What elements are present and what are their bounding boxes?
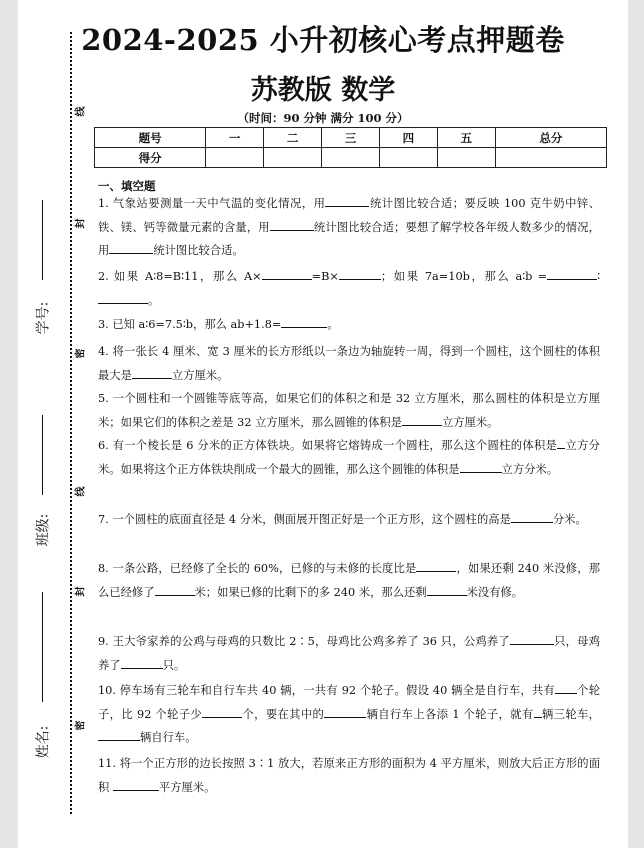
question-text: 8. 一条公路，已经修了全长的 60%，已修的与未修的长度比是 (98, 562, 417, 575)
answer-blank[interactable] (416, 559, 456, 572)
question-text: 。 (327, 318, 339, 331)
question-2 (98, 265, 600, 312)
score-header-cell: 总分 (495, 128, 606, 148)
question-11 (98, 752, 600, 799)
question-text: 6. 有一个棱长是 6 分米的正方体铁块。如果将它熔铸成一个圆柱，那么这个圆柱的体积是 (98, 439, 558, 452)
question-3 (98, 313, 600, 337)
question-9 (98, 630, 600, 677)
question-text: =B× (311, 270, 339, 283)
question-text: ∶ (597, 270, 601, 283)
student-id-line (42, 200, 43, 280)
question-text: ；如果 7a=10b，那么 a∶b = (380, 270, 548, 283)
question-text: 3. 已知 a∶6=7.5∶b，那么 ab+1.8= (98, 318, 282, 331)
answer-blank[interactable] (427, 583, 467, 596)
question-1 (98, 192, 600, 263)
question-text: 米；如果已修的比剩下的多 240 米，那么还剩 (194, 585, 427, 599)
question-text: 5. 一个圆柱和一个圆锥等底等高，如果它们的体积之和是 32 立方厘米，那么圆柱的体积是立方厘米；如果它们的体积之差是 32 立方厘米，那么圆锥的体积是 (98, 392, 600, 429)
score-header-row (95, 128, 607, 148)
question-text: 平方厘米。 (158, 780, 216, 794)
score-cell[interactable] (322, 148, 380, 168)
question-text: 分米。 (552, 513, 587, 526)
score-cell[interactable] (437, 148, 495, 168)
answer-blank[interactable] (202, 705, 242, 718)
question-7 (98, 508, 600, 532)
class-line (42, 415, 43, 495)
question-text: 统计图比较合适；要反映 100 克牛奶中锌、铁、镁、钙等微量元素的含量，用 (98, 197, 601, 234)
answer-blank[interactable] (534, 705, 542, 718)
answer-blank[interactable] (557, 436, 565, 449)
question-text: ，如果还剩 240 米没修，那么已经修了 (98, 562, 600, 599)
answer-blank[interactable] (109, 241, 153, 254)
score-header-cell: 二 (264, 128, 322, 148)
answer-blank[interactable] (98, 728, 140, 741)
question-text: 辆三轮车， (541, 707, 600, 721)
name-line (42, 592, 43, 702)
class-label: 班级: (35, 513, 52, 547)
time-info: （时间：90 分钟 满分 100 分） (237, 111, 409, 125)
exam-page (18, 0, 628, 848)
question-5 (98, 387, 600, 434)
exam-subtitle: 苏教版 数学 (250, 75, 396, 106)
question-text: 统计图比较合适。 (153, 244, 244, 257)
question-10 (98, 679, 600, 750)
answer-blank[interactable] (324, 705, 366, 718)
answer-blank[interactable] (113, 778, 159, 791)
question-text: 11. 将一个正方形的边长按照 3∶1 放大，若原来正方形的面积为 4 平方厘米，则放大后正方形的面积 (98, 757, 600, 794)
answer-blank[interactable] (460, 460, 502, 473)
score-header-cell: 四 (379, 128, 437, 148)
score-header-cell: 题号 (95, 128, 206, 148)
question-text: 10. 停车场有三轮车和自行车共 40 辆，一共有 92 个轮子。假设 40 辆全是自行车，共有 (98, 684, 555, 697)
answer-blank[interactable] (132, 366, 172, 379)
section-title: 一、填空题 (98, 179, 156, 193)
score-cell[interactable] (379, 148, 437, 168)
student-id-label: 学号: (35, 301, 52, 335)
binding-mark-1: 线 (75, 106, 87, 117)
question-text: 立方分米。 (501, 462, 559, 476)
answer-blank[interactable] (339, 267, 381, 280)
score-header-cell: 五 (437, 128, 495, 148)
score-cell[interactable] (495, 148, 606, 168)
binding-mark-3: 密 (75, 348, 87, 359)
question-6 (98, 434, 600, 481)
binding-dotted-line (70, 32, 72, 814)
score-table (94, 127, 607, 168)
question-text: 米没有修。 (466, 585, 524, 599)
question-text: 辆自行车上各添 1 个轮子，就有 (366, 707, 534, 721)
answer-blank[interactable] (281, 315, 327, 328)
answer-blank[interactable] (510, 632, 554, 645)
question-text: 9. 王大爷家养的公鸡与母鸡的只数比 2∶5，母鸡比公鸡多养了 36 只，公鸡养了 (98, 635, 510, 648)
question-text: 只，母鸡养了 (98, 635, 600, 672)
answer-blank[interactable] (555, 681, 577, 694)
question-text: 个，要在其中的 (242, 707, 325, 721)
answer-blank[interactable] (402, 413, 442, 426)
score-header-cell: 三 (322, 128, 380, 148)
question-text: 2. 如果 A∶8=B∶11，那么 A× (98, 270, 262, 283)
question-text: 统计图比较合适；要想了解学校各年级人数多少的情况，用 (98, 220, 600, 257)
question-text: 只。 (162, 658, 186, 672)
binding-mark-4: 线 (75, 486, 87, 497)
question-text: 个轮子，比 92 个轮子少 (98, 684, 600, 721)
question-4 (98, 340, 600, 387)
answer-blank[interactable] (511, 510, 553, 523)
question-text: 。 (148, 293, 160, 307)
exam-title: 2024-2025 小升初核心考点押题卷 (81, 23, 565, 57)
score-label-cell: 得分 (95, 148, 206, 168)
question-text: 4. 将一张长 4 厘米、宽 3 厘米的长方形纸以一条边为轴旋转一周，得到一个圆柱，这个圆柱的体积最大是 (98, 345, 600, 382)
answer-blank[interactable] (547, 267, 597, 280)
score-cell[interactable] (206, 148, 264, 168)
question-text: 辆自行车。 (140, 731, 197, 744)
binding-mark-2: 封 (75, 218, 87, 229)
question-text: 立方厘米。 (171, 368, 229, 382)
answer-blank[interactable] (262, 267, 312, 280)
question-text: 1. 气象站要测量一天中气温的变化情况，用 (98, 197, 326, 210)
binding-mark-5: 封 (75, 586, 87, 597)
question-text: 7. 一个圆柱的底面直径是 4 分米，侧面展开图正好是一个正方形，这个圆柱的高是 (98, 513, 511, 526)
answer-blank[interactable] (121, 656, 163, 669)
binding-mark-6: 密 (75, 720, 87, 731)
question-text: 立方厘米。 (441, 415, 499, 429)
answer-blank[interactable] (325, 194, 369, 207)
score-cell[interactable] (264, 148, 322, 168)
question-8 (98, 557, 600, 604)
answer-blank[interactable] (98, 291, 148, 304)
name-label: 姓名: (35, 725, 52, 759)
score-header-cell: 一 (206, 128, 264, 148)
answer-blank[interactable] (270, 218, 314, 231)
answer-blank[interactable] (155, 583, 195, 596)
score-row (95, 148, 607, 168)
question-text: 立方分米。如果将这个正方体铁块削成一个最大的圆锥，那么这个圆锥的体积是 (98, 439, 600, 476)
